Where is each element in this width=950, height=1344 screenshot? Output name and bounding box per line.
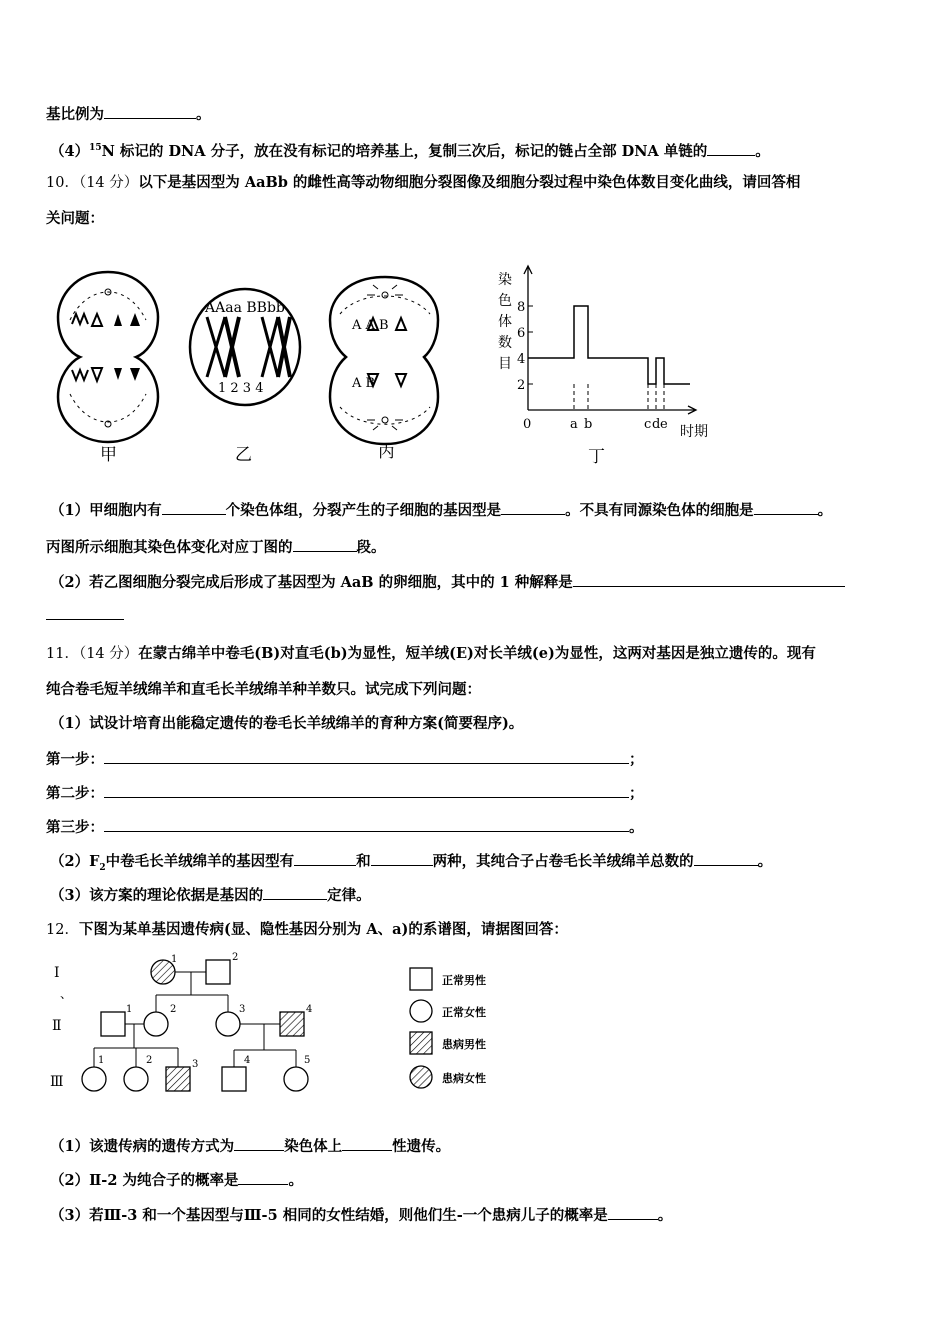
blank[interactable] [104,104,196,119]
blank[interactable] [371,851,433,866]
legend-affected-male-symbol [410,1032,432,1054]
label-num: 3 [239,1004,246,1015]
blank[interactable] [104,783,629,798]
III-4-normal-male [222,1067,246,1091]
blank[interactable] [342,1136,392,1151]
blank[interactable] [234,1136,284,1151]
blank[interactable] [293,537,357,552]
y-title-char: 体 [498,314,512,330]
q11-step1: 第一步： ； [46,751,644,768]
q10-intro-2: 关问题： [46,210,104,227]
label-jia: 甲 [100,445,117,465]
legend-normal-male-symbol [410,968,432,990]
x-tick-label: a [570,417,578,432]
q12-q3: （3）若Ⅲ-3 和一个基因型与Ⅲ-5 相同的女性结婚，则他们生-一个患病儿子的概率是 。 [50,1207,673,1224]
legend-normal-female: 正常女性 [442,1006,486,1019]
pedigree-chart [46,950,526,1100]
blank[interactable] [238,1170,288,1185]
blank[interactable] [263,885,327,900]
chromosome-count-chart [490,262,730,472]
label-num: 2 [146,1055,153,1066]
gen-label-2: Ⅱ [52,1018,62,1034]
x-tick-label: 0 [523,417,532,432]
y-tick-label: 8 [517,300,526,315]
y-tick-label: 2 [517,378,526,393]
q11-intro: 11．（14 分）在蒙古绵羊中卷毛(B)对直毛(b)为显性，短羊绒(E)对长羊绒(e)为显性，这两对基因是独立遗传的。现有 [46,645,816,662]
blank[interactable] [754,500,818,515]
III-1-normal-female [82,1067,106,1091]
blank[interactable] [104,749,629,764]
II-2-normal-female [144,1012,168,1036]
q12-q1: （1）该遗传病的遗传方式为 染色体上 性遗传。 [50,1138,451,1155]
y-title-char: 染 [498,272,512,288]
y-title-char: 色 [498,293,512,309]
label-ding: 丁 [588,447,605,467]
label-num: 1 [171,954,178,965]
x-axis-label: 时期 [680,424,708,440]
label-yi: 乙 [235,445,252,465]
q10-q1-line1: （1）甲细胞内有 个染色体组，分裂产生的子细胞的基因型是 。不具有同源染色体的细胞是 。 [50,502,833,519]
label-num: 4 [244,1055,251,1066]
label-num: 3 [192,1059,199,1070]
III-2-normal-female [124,1067,148,1091]
blank[interactable] [608,1205,658,1220]
II-1-normal-male [101,1012,125,1036]
gen-label-mark: 、 [60,987,73,1001]
label-num: 4 [306,1004,313,1015]
q9-line2: $(4)^{15}N$ 标记的 DNA 分子，放在没有标记的培养基上，复制三次后，标记的链占全部 DNA 单链的 。 [50,142,770,160]
gen-label-1: Ⅰ [54,965,60,981]
legend-affected-female: 患病女性 [442,1072,486,1085]
q12-intro: 12．下图为某单基因遗传病(显、隐性基因分别为 A、a)的系谱图，请据图回答： [46,921,568,938]
q11-intro-2: 纯合卷毛短羊绒绵羊和直毛长羊绒绵羊种羊数只。试完成下列问题： [46,681,481,698]
legend-normal-male: 正常男性 [442,974,486,987]
q11-q2: $(2)F_2$中卷毛长羊绒绵羊的基因型有 和 两种，其纯合子占卷毛长羊绒绵羊总数的 。 [50,853,773,873]
label-num: 2 [170,1004,177,1015]
q10-q2-line2 [46,605,124,626]
q10-q1-line2: 丙图所示细胞其染色体变化对应丁图的 段。 [46,539,386,556]
q11-step2: 第二步： ； [46,785,644,802]
II-4-affected-male [280,1012,304,1036]
label-num: 1 [98,1055,105,1066]
label-bing: 丙 [378,442,395,462]
blank[interactable] [707,141,755,156]
y-title-char: 目 [498,356,512,372]
bing-bottom-genes: A B [352,376,376,391]
q10-intro: 10．（14 分）以下是基因型为 AaBb 的雌性高等动物细胞分裂图像及细胞分裂过程中染色体数目变化曲线，请回答相 [46,174,801,191]
q10-q2-line1: （2）若乙图细胞分裂完成后形成了基因型为 AaB 的卵细胞，其中的 1 种解释是 [50,572,845,593]
x-tick-label: c [644,417,652,432]
y-title-char: 数 [498,335,512,351]
cell-bing [330,277,438,444]
yi-gene-labels: AAaa BBbb [205,300,285,316]
gen-label-3: Ⅲ [50,1074,64,1090]
bing-top-genes: A A B [352,318,389,333]
blank[interactable] [501,500,565,515]
q12-q2: （2）Ⅱ-2 为纯合子的概率是 。 [50,1172,303,1189]
x-tick-label: d [652,417,661,432]
blank[interactable] [46,605,124,620]
y-axis-title [498,271,512,372]
q9-line1: 基比例为 。 [46,106,211,123]
cell-jia [58,272,158,442]
blank[interactable] [573,572,845,587]
x-tick-label: e [660,417,668,432]
legend-normal-female-symbol [410,1000,432,1022]
blank[interactable] [694,851,758,866]
label-num: 5 [304,1055,311,1066]
legend-affected-male: 患病男性 [442,1038,486,1051]
label-num: 2 [232,952,239,963]
chromosome-curve [528,306,690,384]
yi-chromosome-numbers: 1 2 3 4 [218,381,264,396]
III-3-affected-male [166,1067,190,1091]
cell-division-figures [40,262,460,467]
I-2-normal-male [206,960,230,984]
legend-affected-female-symbol [410,1066,432,1088]
blank[interactable] [294,851,356,866]
III-5-normal-female [284,1067,308,1091]
q11-q3: （3）该方案的理论依据是基因的 定律。 [50,887,371,904]
pedigree-legend [410,968,486,1088]
q11-step3: 第三步： 。 [46,819,644,836]
blank[interactable] [104,817,629,832]
blank[interactable] [162,500,226,515]
y-tick-label: 6 [517,326,526,341]
x-tick-label: b [584,417,593,432]
q11-q1: （1）试设计培育出能稳定遗传的卷毛长羊绒绵羊的育种方案(简要程序)。 [50,715,524,732]
label-num: 1 [126,1004,133,1015]
II-3-normal-female [216,1012,240,1036]
y-tick-label: 4 [517,352,526,367]
